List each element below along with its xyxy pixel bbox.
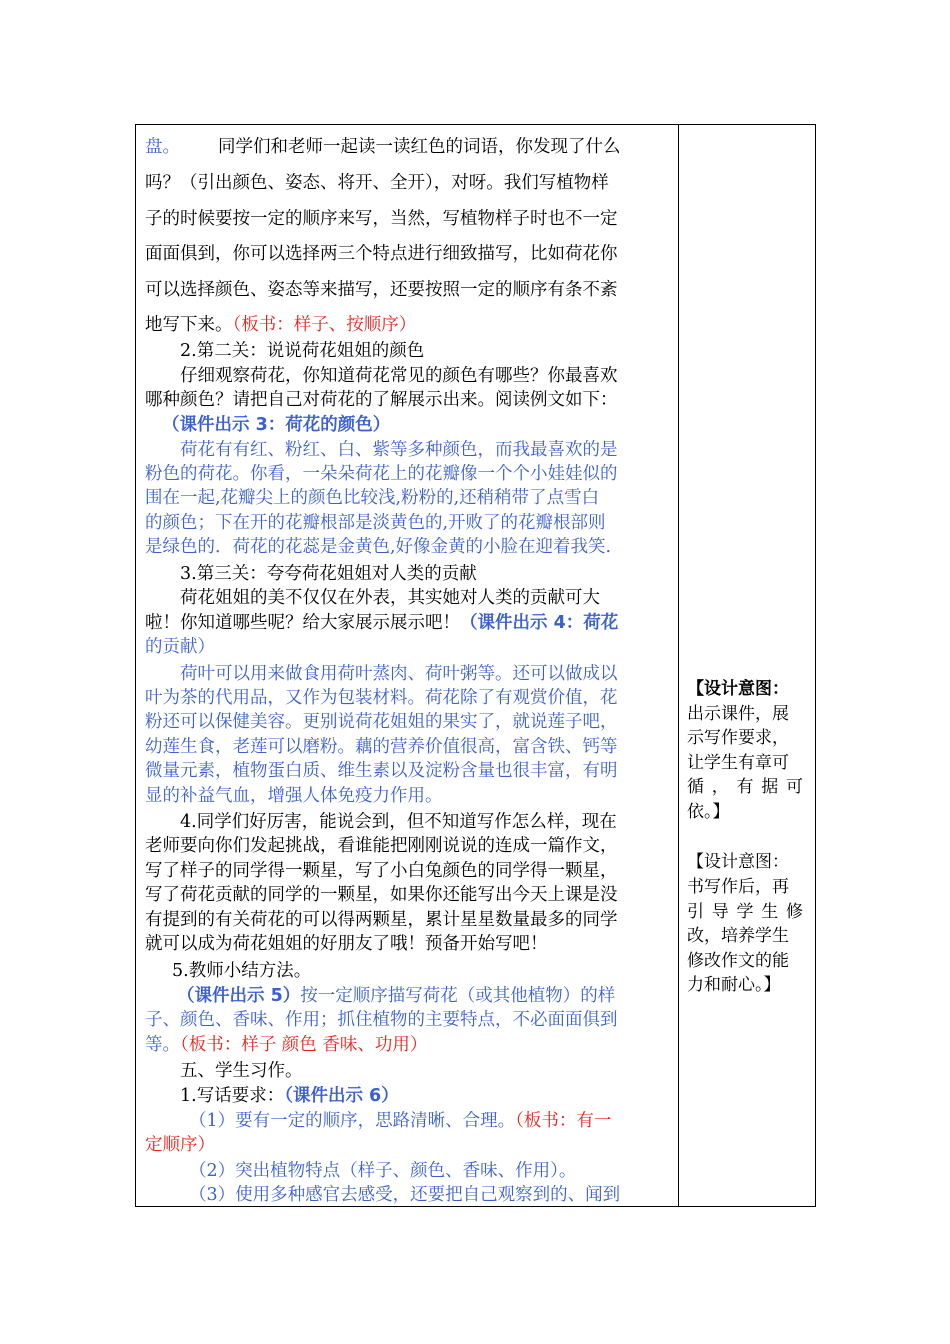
example-text: 叶为茶的代用品，又作为包装材料。荷花除了有观赏价值，花 xyxy=(145,688,618,708)
text-line: 荷花姐姐的美不仅仅在外表，其实她对人类的贡献可大 xyxy=(180,588,600,608)
example-text: 微量元素，植物蛋白质、维生素以及淀粉含量也很丰富，有明 xyxy=(145,761,618,781)
text-line: 子、颜色、香味、作用；抓住植物的主要特点，不必面面俱到 xyxy=(145,1010,618,1030)
text-line: 老师要向你们发起挑战，看谁能把刚刚说说的连成一篇作文， xyxy=(145,836,618,856)
board-note: （板书：样子 颜色 香味、功用） xyxy=(180,1035,428,1055)
side-text: 修改作文的能 xyxy=(687,951,789,971)
text-line: 1.写话要求：（课件出示 6） xyxy=(180,1086,399,1106)
text-line: 可以选择颜色、姿态等来描写，还要按照一定的顺序有条不紊 xyxy=(145,280,618,300)
side-text: 让学生有章可 xyxy=(687,753,789,773)
text-line: 写了样子的同学得一颗星，写了小白兔颜色的同学得一颗星， xyxy=(145,861,618,881)
example-text: 是绿色的．荷花的花蕊是金黄色,好像金黄的小脸在迎着我笑. xyxy=(145,537,612,557)
board-note: （板书：样子、按顺序） xyxy=(232,315,417,335)
text-line: 仔细观察荷花，你知道荷花常见的颜色有哪些？你最喜欢 xyxy=(180,366,618,386)
board-note: 定顺序） xyxy=(145,1135,215,1155)
text-line: 哪种颜色？请把自己对荷花的了解展示出来。阅读例文如下： xyxy=(145,390,618,410)
example-text: 幼莲生食，老莲可以磨粉。藕的营养价值很高，富含铁、钙等 xyxy=(145,737,618,757)
section-heading: 5.教师小结方法。 xyxy=(172,961,312,981)
courseware-note: （课件出示 4：荷花 xyxy=(460,613,619,633)
side-text: 书写作后，再 xyxy=(687,877,789,897)
courseware-note: （课件出示 5） xyxy=(177,986,301,1006)
text-line: 写了荷花贡献的同学的一颗星，如果你还能写出今天上课是没 xyxy=(145,885,618,905)
side-text: 引 导 学 生 修 xyxy=(687,902,803,922)
example-text: 粉色的荷花。你看，一朵朵荷花上的花瓣像一个个小娃娃似的 xyxy=(145,464,618,484)
text-line: 4.同学们好厉害，能说会到，但不知道写作怎么样，现在 xyxy=(180,812,617,832)
board-note: （板书：有一 xyxy=(515,1111,612,1131)
text-line: 的贡献） xyxy=(145,637,215,657)
text-line: （1）要有一定的顺序，思路清晰、合理。（板书：有一 xyxy=(189,1111,612,1131)
section-heading: 3.第三关：夸夸荷花姐姐对人类的贡献 xyxy=(180,564,477,584)
section-heading: 五、学生习作。 xyxy=(180,1061,303,1081)
text-line: 等。（板书：样子 颜色 香味、功用） xyxy=(145,1035,428,1055)
section-heading: 2.第二关：说说荷花姐姐的颜色 xyxy=(180,341,425,361)
text-line: 子的时候要按一定的顺序来写，当然，写植物样子时也不一定 xyxy=(145,209,618,229)
courseware-note: （课件出示 3：荷花的颜色） xyxy=(162,415,391,435)
text-line: 面面俱到，你可以选择两三个特点进行细致描写，比如荷花你 xyxy=(145,244,618,264)
example-text: 的颜色；下在开的花瓣根部是淡黄色的,开败了的花瓣根部则 xyxy=(145,513,606,533)
example-text: 显的补益气血，增强人体免疫力作用。 xyxy=(145,786,443,806)
text-line: 地写下来。（板书：样子、按顺序） xyxy=(145,315,417,335)
side-text: 示写作要求， xyxy=(687,728,789,748)
side-text: 力和耐心。】 xyxy=(687,975,781,995)
text-line: 就可以成为荷花姐姐的好朋友了哦！预备开始写吧！ xyxy=(145,934,548,954)
text-line: （3）使用多种感官去感受，还要把自己观察到的、闻到 xyxy=(189,1185,621,1205)
example-text: 围在一起,花瓣尖上的颜色比较浅,粉粉的,还稍稍带了点雪白 xyxy=(145,488,600,508)
text-line: 吗？（引出颜色、姿态、将开、全开），对呀。我们写植物样 xyxy=(145,173,609,193)
text-line: （2）突出植物特点（样子、颜色、香味、作用）。 xyxy=(189,1161,577,1181)
text-line: （课件出示 5）按一定顺序描写荷花（或其他植物）的样 xyxy=(177,986,616,1006)
text-line: 有提到的有关荷花的可以得两颗星，累计星星数量最多的同学 xyxy=(145,910,618,930)
side-text: 循 ， 有 据 可 xyxy=(687,777,803,797)
lesson-table xyxy=(135,124,816,1207)
text-line: 啦！你知道哪些呢？给大家展示展示吧！（课件出示 4：荷花 xyxy=(145,613,619,633)
design-intent-heading: 【设计意图： xyxy=(687,679,789,699)
courseware-note: （课件出示 6） xyxy=(284,1086,399,1106)
design-intent-heading: 【设计意图： xyxy=(687,852,789,872)
side-text: 依。】 xyxy=(687,802,730,822)
example-text: 荷叶可以用来做食用荷叶蒸肉、荷叶粥等。还可以做成以 xyxy=(180,664,618,684)
example-text: 荷花有有红、粉红、白、紫等多种颜色，而我最喜欢的是 xyxy=(180,440,618,460)
column-divider xyxy=(678,125,679,1206)
example-text: 粉还可以保健美容。更别说荷花姐姐的果实了，就说莲子吧， xyxy=(145,712,618,732)
text-line: 盘。 同学们和老师一起读一读红色的词语，你发现了什么 xyxy=(145,137,621,157)
side-text: 改，培养学生 xyxy=(687,926,789,946)
side-text: 出示课件，展 xyxy=(687,704,789,724)
